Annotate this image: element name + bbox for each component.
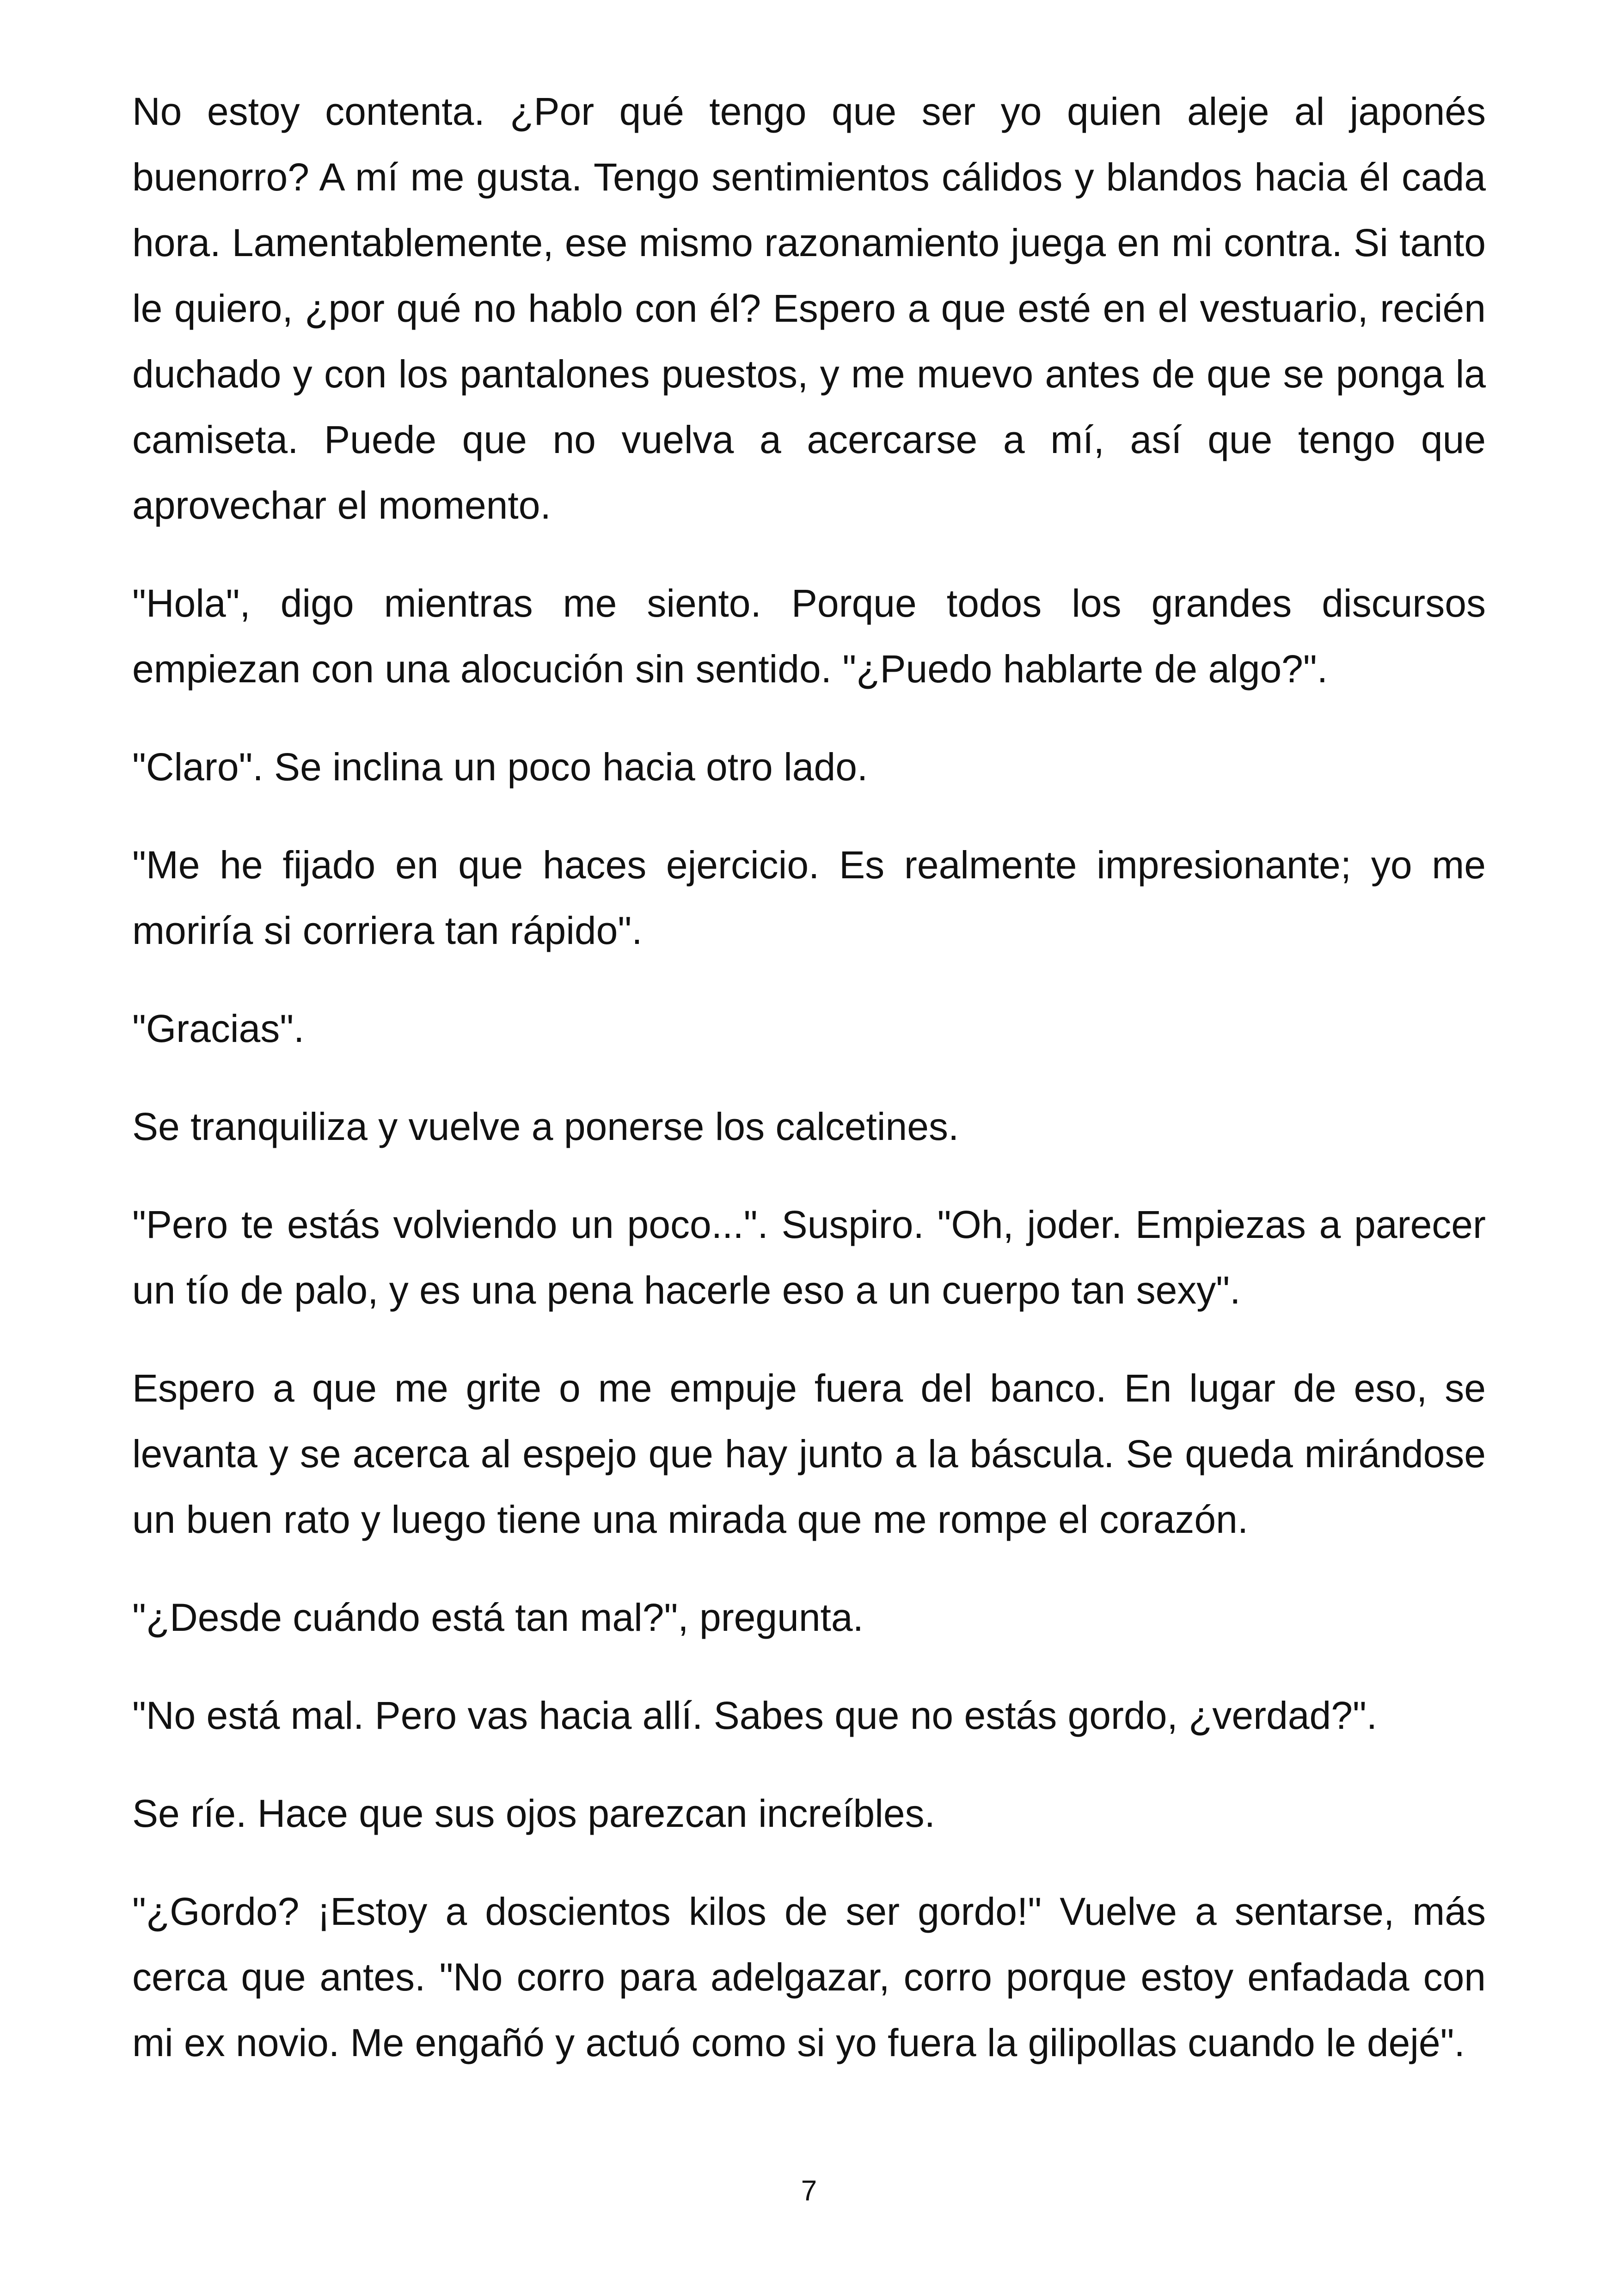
paragraph: "Me he fijado en que haces ejercicio. Es realmente impresionante; yo me moriría si corriera tan rápido". xyxy=(132,843,1486,952)
paragraph: No estoy contenta. ¿Por qué tengo que ser yo quien aleje al japonés buenorro? A mí me gusta. Tengo sentimientos cálidos y blandos hacia él cada hora. Lamentablemente, ese mismo razonamiento juega en mi contra. Si tanto le quiero, ¿por qué no hablo con él? Espero a que esté en el vestuario, recién duchado y con los pantalones puestos, y me muevo antes de que se ponga la camiseta. Puede que no vuelva a acercarse a mí, así que tengo que aprovechar el momento. xyxy=(132,90,1486,527)
paragraph: "Hola", digo mientras me siento. Porque todos los grandes discursos empiezan con una alocución sin sentido. "¿Puedo hablarte de algo?". xyxy=(132,582,1486,691)
page-number: 7 xyxy=(801,2175,817,2207)
paragraph: Espero a que me grite o me empuje fuera del banco. En lugar de eso, se levanta y se acerca al espejo que hay junto a la báscula. Se queda mirándose un buen rato y luego tiene una mirada que me rompe el corazón. xyxy=(132,1366,1486,1541)
paragraph: Se tranquiliza y vuelve a ponerse los calcetines. xyxy=(132,1105,959,1148)
paragraph: "No está mal. Pero vas hacia allí. Sabes que no estás gordo, ¿verdad?". xyxy=(132,1694,1378,1737)
paragraph: "¿Gordo? ¡Estoy a doscientos kilos de ser gordo!" Vuelve a sentarse, más cerca que antes. "No corro para adelgazar, corro porque estoy enfadada con mi ex novio. Me engañó y actuó como si yo fuera la gilipollas cuando le dejé". xyxy=(132,1890,1486,2064)
paragraph: "¿Desde cuándo está tan mal?", pregunta. xyxy=(132,1596,864,1639)
paragraph: "Gracias". xyxy=(132,1007,305,1050)
body-text xyxy=(132,79,1486,2108)
paragraph: "Pero te estás volviendo un poco...". Suspiro. "Oh, joder. Empiezas a parecer un tío de palo, y es una pena hacerle eso a un cuerpo tan sexy". xyxy=(132,1203,1486,1312)
paragraph: "Claro". Se inclina un poco hacia otro lado. xyxy=(132,745,868,789)
paragraph: Se ríe. Hace que sus ojos parezcan increíbles. xyxy=(132,1792,935,1835)
